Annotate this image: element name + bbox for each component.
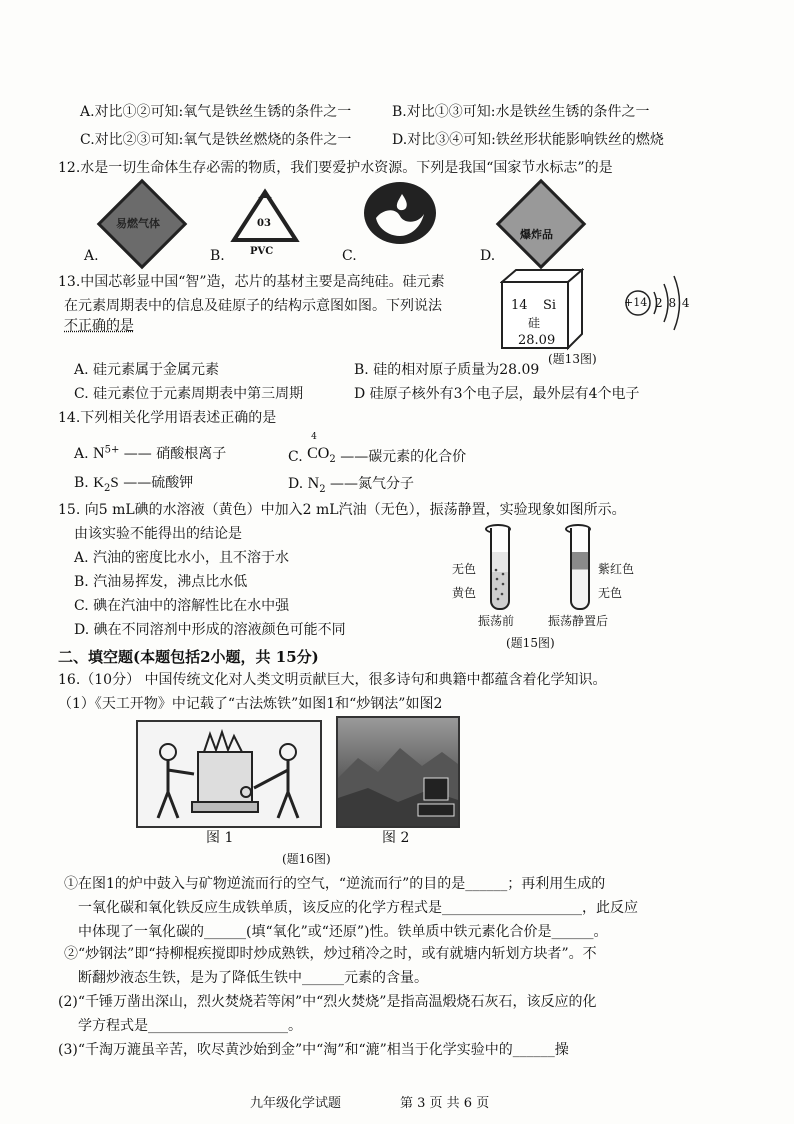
q16-part-3: (3)“千淘万漉虽辛苦，吹尽黄沙始到金”中“淘”和“漉”相当于化学实验中的______操 (58, 1042, 569, 1058)
footer-left: 九年级化学试题 (250, 1096, 342, 1111)
q13-option-c: C. 硅元素位于元素周期表中第三周期 (74, 386, 304, 402)
q14-option-b (74, 474, 193, 495)
q13-option-a: A. 硅元素属于金属元素 (74, 362, 220, 378)
q14-option-a (74, 444, 226, 463)
q14-option-d (288, 474, 414, 496)
q15-caption: (题15图) (506, 636, 555, 650)
q11-option-c: C.对比②③可知:氧气是铁丝燃烧的条件之一 (80, 132, 352, 148)
label-yellow: 黄色 (452, 586, 477, 600)
figure-2-stir-fry-steel (336, 716, 460, 828)
q15-stem-2: 由该实验不能得出的结论是 (74, 526, 242, 542)
q14-d-text: ——氮气分子 (330, 476, 415, 492)
q14-c-symbol: CO (307, 445, 330, 462)
q16-part-2-line-1: (2)“千锤万凿出深山，烈火焚烧若等闲”中“烈火焚烧”是指高温煅烧石灰石，该反应的化 (58, 994, 597, 1010)
q15-option-c: C. 碘在汽油中的溶解性比在水中强 (74, 598, 290, 614)
q12-label-d: D. (480, 248, 496, 264)
label-colorless: 无色 (452, 562, 477, 576)
q13-stem-3: 不正确的是 (64, 318, 134, 334)
q15-stem-1: 15. 向5 mL碘的水溶液（黄色）中加入2 mL汽油（无色），振荡静置，实验现象如图所示。 (58, 502, 626, 518)
section-title: 二、填空题(本题包括2小题，共 15分) (58, 648, 319, 666)
q12-stem: 12.水是一切生命体生存必需的物质，我们要爱护水资源。下列是我国“国家节水标志”的是 (58, 160, 613, 176)
q16-part-2-line-2: 学方程式是____________________。 (78, 1018, 302, 1034)
label-colorless-2: 无色 (598, 586, 623, 600)
q14-b-symbol-2: S (110, 475, 119, 491)
sign-b-code: 03 (257, 218, 271, 229)
q13-stem-1: 13.中国芯彰显中国“智”造，芯片的基材主要是高纯硅。硅元素 (58, 274, 445, 290)
q14-stem: 14.下列相关化学用语表述正确的是 (58, 410, 277, 426)
q13-stem-2: 在元素周期表中的信息及硅原子的结构示意图如图。下列说法 (64, 298, 442, 314)
q16-s1-line-1: ①在图1的炉中鼓入与矿物逆流而行的空气，“逆流而行”的目的是______；再利用生成的 (64, 876, 606, 892)
q14-b-symbol: K (93, 475, 105, 491)
q14-a-symbol: N (93, 445, 105, 462)
q16-s2-line-2: 断翻炒液态生铁，是为了降低生铁中______元素的含量。 (78, 970, 428, 986)
q14-d-sub: 2 (319, 483, 326, 495)
atom-shells: 2 8 4 (655, 296, 691, 310)
figure-1-label: 图 1 (206, 830, 234, 846)
figure-2-label: 图 2 (382, 830, 410, 846)
q14-a-label: A. (74, 446, 89, 462)
q14-c-label: C. (288, 449, 303, 465)
q11-option-b: B.对比①③可知:水是铁丝生锈的条件之一 (392, 104, 650, 120)
q14-b-label: B. (74, 475, 89, 491)
atom-nucleus: +14 (624, 296, 648, 309)
q15-option-a: A. 汽油的密度比水小，且不溶于水 (74, 550, 290, 566)
q15-option-d: D. 碘在不同溶剂中形成的溶液颜色可能不同 (74, 622, 346, 638)
q14-a-sup: 5+ (104, 444, 120, 456)
sign-a-text: 易燃气体 (116, 217, 160, 230)
q16-s1-line-3: 中体现了一氧化碳的______(填“氧化”或“还原”)性。铁单质中铁元素化合价是______。 (78, 924, 608, 940)
cell-symbol: Si (543, 298, 557, 313)
label-after: 振荡静置后 (548, 614, 609, 628)
q14-c-sub: 2 (329, 453, 336, 465)
figure-1-ancient-iron-smelting (136, 720, 322, 828)
q16-part-1: （1）《天工开物》中记载了“古法炼铁”如图1和“炒钢法”如图2 (58, 696, 443, 712)
label-purple: 紫红色 (598, 562, 635, 576)
q14-c-sup: 4 (311, 432, 317, 442)
q16-stem: 16.（10分） 中国传统文化对人类文明贡献巨大，很多诗句和典籍中都蕴含着化学知识。 (58, 672, 607, 688)
q14-c-text: ——碳元素的化合价 (340, 449, 467, 465)
q16-s2-line-1: ②“炒钢法”即“持柳棍疾搅即时炒成熟铁，炒过稍冷之时，或有就塘内斩划方块者”。不 (64, 946, 597, 962)
q16-s1-line-2: 一氧化碳和氧化铁反应生成铁单质，该反应的化学方程式是____________________，此反应 (78, 900, 638, 916)
q11-option-a: A.对比①②可知:氧气是铁丝生锈的条件之一 (80, 104, 352, 120)
q14-a-text: —— 硝酸根离子 (123, 446, 227, 462)
q14-d-symbol: N (307, 475, 320, 492)
cell-mass: 28.09 (518, 333, 556, 348)
q14-option-c (288, 434, 466, 466)
q13-option-d: D 硅原子核外有3个电子层，最外层有4个电子 (354, 386, 640, 402)
q13-option-b: B. 硅的相对原子质量为28.09 (354, 362, 540, 378)
q14-d-label: D. (288, 476, 304, 492)
q12-label-c: C. (342, 248, 357, 264)
q12-label-b: B. (210, 248, 225, 264)
q15-option-b: B. 汽油易挥发，沸点比水低 (74, 574, 248, 590)
cell-name: 硅 (528, 316, 541, 330)
footer-page-number: 第 3 页 共 6 页 (400, 1096, 490, 1111)
label-before: 振荡前 (478, 614, 515, 628)
q16-caption: (题16图) (282, 852, 331, 866)
sign-b-text: PVC (250, 246, 274, 257)
cell-number: 14 (511, 298, 528, 313)
sign-d-text: 爆炸品 (520, 228, 553, 241)
q11-option-d: D.对比③④可知:铁丝形状能影响铁丝的燃烧 (392, 132, 664, 148)
q14-b-text: ——硫酸钾 (123, 475, 194, 491)
q14-b-sub: 2 (104, 482, 111, 494)
q12-label-a: A. (84, 248, 99, 264)
q13-caption: (题13图) (548, 352, 597, 366)
